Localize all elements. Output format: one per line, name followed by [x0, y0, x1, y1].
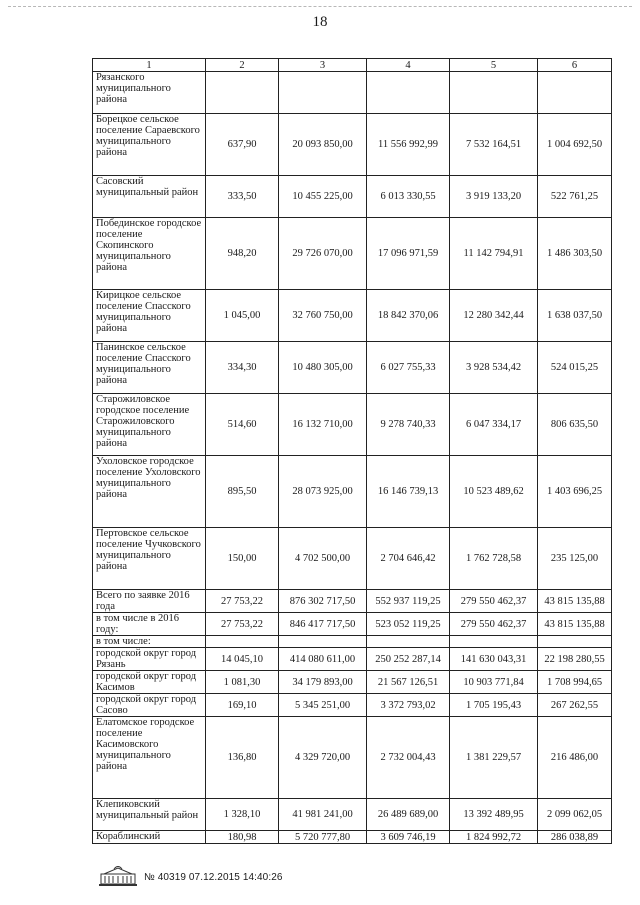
column-header: 6	[538, 59, 612, 72]
value-cell-col3: 20 093 850,00	[279, 114, 367, 176]
value-cell-col2: 14 045,10	[206, 648, 279, 671]
value-cell-col6: 522 761,25	[538, 176, 612, 218]
table-row	[93, 671, 612, 694]
column-header: 2	[206, 59, 279, 72]
row-name-cell: городской округ город Рязань	[93, 648, 206, 671]
value-cell-col6: 216 486,00	[538, 717, 612, 799]
value-cell-col4: 17 096 971,59	[367, 218, 450, 290]
row-name-cell: Кирицкое сельское поселение Спасского муниципального района	[93, 290, 206, 342]
table-row	[93, 290, 612, 342]
value-cell-col4: 6 013 330,55	[367, 176, 450, 218]
value-cell-col5: 1 705 195,43	[450, 694, 538, 717]
table-row	[93, 831, 612, 844]
value-cell-col5: 12 280 342,44	[450, 290, 538, 342]
value-cell-col4: 523 052 119,25	[367, 613, 450, 636]
row-name-cell: Борецкое сельское поселение Сараевского муниципального района	[93, 114, 206, 176]
column-header: 3	[279, 59, 367, 72]
table-row	[93, 590, 612, 613]
value-cell-col3: 4 702 500,00	[279, 528, 367, 590]
value-cell-col2: 27 753,22	[206, 613, 279, 636]
value-cell-col5	[450, 636, 538, 648]
value-cell-col4: 9 278 740,33	[367, 394, 450, 456]
value-cell-col5: 1 824 992,72	[450, 831, 538, 844]
value-cell-col4: 2 732 004,43	[367, 717, 450, 799]
value-cell-col2: 334,30	[206, 342, 279, 394]
value-cell-col3: 10 455 225,00	[279, 176, 367, 218]
row-name-cell: Ухоловское городское поселение Ухоловского муниципального района	[93, 456, 206, 528]
value-cell-col3	[279, 72, 367, 114]
value-cell-col4	[367, 72, 450, 114]
value-cell-col3: 5 720 777,80	[279, 831, 367, 844]
value-cell-col2: 1 328,10	[206, 799, 279, 831]
row-name-cell: Старожиловское городское поселение Старожиловского муниципального района	[93, 394, 206, 456]
column-header: 4	[367, 59, 450, 72]
value-cell-col2: 948,20	[206, 218, 279, 290]
value-cell-col5: 141 630 043,31	[450, 648, 538, 671]
value-cell-col2: 169,10	[206, 694, 279, 717]
table-row	[93, 394, 612, 456]
value-cell-col4: 21 567 126,51	[367, 671, 450, 694]
value-cell-col4: 250 252 287,14	[367, 648, 450, 671]
value-cell-col4: 16 146 739,13	[367, 456, 450, 528]
row-name-cell: Побединское городское поселение Скопинского муниципального района	[93, 218, 206, 290]
value-cell-col3: 876 302 717,50	[279, 590, 367, 613]
value-cell-col6: 43 815 135,88	[538, 590, 612, 613]
value-cell-col6: 235 125,00	[538, 528, 612, 590]
government-building-icon	[98, 865, 138, 890]
value-cell-col3: 5 345 251,00	[279, 694, 367, 717]
table-row	[93, 694, 612, 717]
value-cell-col2: 333,50	[206, 176, 279, 218]
value-cell-col3: 846 417 717,50	[279, 613, 367, 636]
page-number: 18	[312, 14, 328, 30]
value-cell-col6	[538, 72, 612, 114]
row-name-cell: Пертовское сельское поселение Чучковского муниципального района	[93, 528, 206, 590]
row-name-cell: Кораблинский	[93, 831, 206, 844]
value-cell-col2: 136,80	[206, 717, 279, 799]
value-cell-col2	[206, 72, 279, 114]
value-cell-col6: 1 638 037,50	[538, 290, 612, 342]
value-cell-col2: 895,50	[206, 456, 279, 528]
value-cell-col4: 552 937 119,25	[367, 590, 450, 613]
value-cell-col6: 1 708 994,65	[538, 671, 612, 694]
value-cell-col3: 34 179 893,00	[279, 671, 367, 694]
table-row	[93, 218, 612, 290]
row-name-cell: в том числе:	[93, 636, 206, 648]
value-cell-col3: 32 760 750,00	[279, 290, 367, 342]
row-name-cell: Панинское сельское поселение Спасского муниципального района	[93, 342, 206, 394]
value-cell-col5: 3 928 534,42	[450, 342, 538, 394]
table-row	[93, 636, 612, 648]
table-row	[93, 176, 612, 218]
value-cell-col5: 279 550 462,37	[450, 590, 538, 613]
value-cell-col5	[450, 72, 538, 114]
table-header-row	[93, 59, 612, 72]
value-cell-col3: 28 073 925,00	[279, 456, 367, 528]
column-header: 1	[93, 59, 206, 72]
value-cell-col5: 6 047 334,17	[450, 394, 538, 456]
value-cell-col2	[206, 636, 279, 648]
table-row	[93, 456, 612, 528]
value-cell-col6: 22 198 280,55	[538, 648, 612, 671]
registration-footer	[98, 864, 283, 890]
row-name-cell: Клепиковский муниципальный район	[93, 799, 206, 831]
value-cell-col4: 26 489 689,00	[367, 799, 450, 831]
registration-number: № 40319 07.12.2015 14:40:26	[144, 871, 283, 883]
value-cell-col3	[279, 636, 367, 648]
value-cell-col4: 3 372 793,02	[367, 694, 450, 717]
column-header: 5	[450, 59, 538, 72]
value-cell-col4: 2 704 646,42	[367, 528, 450, 590]
value-cell-col2: 150,00	[206, 528, 279, 590]
row-name-cell: в том числе в 2016 году:	[93, 613, 206, 636]
row-name-cell: Рязанского муниципального района	[93, 72, 206, 114]
row-name-cell: Сасовский муниципальный район	[93, 176, 206, 218]
value-cell-col5: 7 532 164,51	[450, 114, 538, 176]
value-cell-col6: 806 635,50	[538, 394, 612, 456]
table-row	[93, 72, 612, 114]
value-cell-col2: 1 081,30	[206, 671, 279, 694]
value-cell-col5: 279 550 462,37	[450, 613, 538, 636]
value-cell-col6: 1 486 303,50	[538, 218, 612, 290]
value-cell-col4: 11 556 992,99	[367, 114, 450, 176]
value-cell-col4: 6 027 755,33	[367, 342, 450, 394]
value-cell-col6: 267 262,55	[538, 694, 612, 717]
value-cell-col5: 10 523 489,62	[450, 456, 538, 528]
value-cell-col6	[538, 636, 612, 648]
row-name-cell: Елатомское городское поселение Касимовского муниципального района	[93, 717, 206, 799]
value-cell-col5: 11 142 794,91	[450, 218, 538, 290]
row-name-cell: городской округ город Сасово	[93, 694, 206, 717]
row-name-cell: Всего по заявке 2016 года	[93, 590, 206, 613]
value-cell-col3: 414 080 611,00	[279, 648, 367, 671]
value-cell-col5: 10 903 771,84	[450, 671, 538, 694]
value-cell-col3: 41 981 241,00	[279, 799, 367, 831]
value-cell-col2: 1 045,00	[206, 290, 279, 342]
table-row	[93, 648, 612, 671]
value-cell-col3: 4 329 720,00	[279, 717, 367, 799]
value-cell-col5: 13 392 489,95	[450, 799, 538, 831]
table-row	[93, 114, 612, 176]
table-row	[93, 799, 612, 831]
value-cell-col3: 16 132 710,00	[279, 394, 367, 456]
value-cell-col5: 1 762 728,58	[450, 528, 538, 590]
value-cell-col4	[367, 636, 450, 648]
value-cell-col6: 1 403 696,25	[538, 456, 612, 528]
value-cell-col3: 10 480 305,00	[279, 342, 367, 394]
value-cell-col5: 3 919 133,20	[450, 176, 538, 218]
value-cell-col5: 1 381 229,57	[450, 717, 538, 799]
table-body	[93, 72, 612, 844]
value-cell-col2: 180,98	[206, 831, 279, 844]
value-cell-col2: 27 753,22	[206, 590, 279, 613]
value-cell-col6: 524 015,25	[538, 342, 612, 394]
table-row	[93, 717, 612, 799]
value-cell-col6: 286 038,89	[538, 831, 612, 844]
table-row	[93, 613, 612, 636]
value-cell-col6: 43 815 135,88	[538, 613, 612, 636]
value-cell-col6: 2 099 062,05	[538, 799, 612, 831]
value-cell-col4: 3 609 746,19	[367, 831, 450, 844]
value-cell-col2: 514,60	[206, 394, 279, 456]
value-cell-col3: 29 726 070,00	[279, 218, 367, 290]
value-cell-col2: 637,90	[206, 114, 279, 176]
value-cell-col4: 18 842 370,06	[367, 290, 450, 342]
data-table	[92, 58, 612, 844]
row-name-cell: городской округ город Касимов	[93, 671, 206, 694]
table-row	[93, 528, 612, 590]
table-row	[93, 342, 612, 394]
top-edge-dots	[8, 6, 632, 7]
value-cell-col6: 1 004 692,50	[538, 114, 612, 176]
